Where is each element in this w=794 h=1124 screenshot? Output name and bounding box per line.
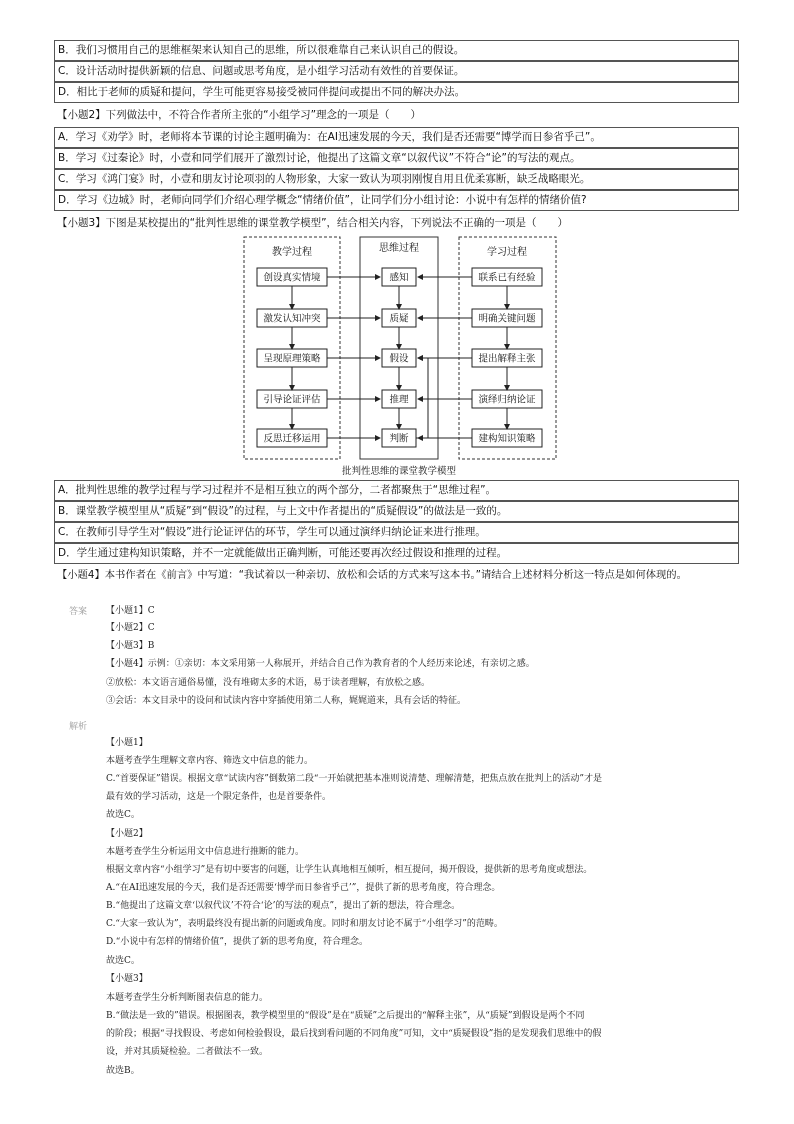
analysis-line: 的阶段；根据“寻找假设、考虑如何检验假设，最后找到看问题的不同角度”可知，文中“质疑假设”指的是发现我们思维中的假	[106, 1029, 602, 1039]
analysis-line: 【小题3】	[106, 974, 148, 984]
question-3-stem: 【小题3】下图是某校提出的“批判性思维的课堂教学模型”，结合相关内容，下列说法不正确的一项是（ ）	[57, 217, 569, 229]
q2-option-c: C．学习《鸿门宴》时，小壹和朋友讨论项羽的人物形象，大家一致认为项羽刚愎自用且优柔寡断，缺乏战略眼光。	[54, 169, 739, 190]
option-box: C．设计活动时提供新颖的信息、问题或思考角度，是小组学习活动有效性的首要保证。	[54, 61, 739, 82]
q2-option-d: D．学习《边城》时，老师向同学们介绍心理学概念“情绪价值”，让同学们分小组讨论：小说中有怎样的情绪价值?	[54, 190, 739, 211]
answer-line: ②放松：本文语言通俗易懂，没有堆砌太多的术语，易于读者理解，有放松之感。	[106, 678, 431, 688]
analysis-line: 本题考查学生分析判断图表信息的能力。	[106, 993, 269, 1003]
analysis-line: 最有效的学习活动，这是一个限定条件，也是首要条件。	[106, 792, 332, 802]
analysis-label: 解析	[69, 722, 88, 732]
q3-option-d: D．学生通过建构知识策略，并不一定就能做出正确判断，可能还要再次经过假设和推理的过程。	[54, 543, 739, 564]
analysis-line: 本题考查学生理解文章内容、筛选文中信息的能力。	[106, 756, 314, 766]
answer-line: 【小题3】B	[106, 641, 155, 651]
learning-step-label: 联系已有经验	[478, 272, 536, 284]
analysis-line: B.“他提出了这篇文章‘以叙代议’不符合‘论’的写法的观点”，提出了新的想法，符合理念。	[106, 901, 461, 911]
analysis-line: D.“小说中有怎样的情绪价值”，提供了新的思考角度，符合理念。	[106, 937, 368, 947]
analysis-line: 故选C。	[106, 956, 140, 966]
feedback-loop-arrow	[416, 358, 428, 438]
teaching-column-title: 教学过程	[272, 247, 312, 258]
learning-step-label: 建构知识策略	[478, 433, 536, 445]
analysis-line: 本题考查学生分析运用文中信息进行推断的能力。	[106, 847, 305, 857]
teaching-step-label: 反思迁移运用	[263, 433, 321, 445]
analysis-line: 设，并对其质疑检验。二者做法不一致。	[106, 1047, 269, 1057]
analysis-line: C.“首要保证”错误。根据文章“试读内容”倒数第二段“一开始就把基本准则说清楚、理解清楚，把焦点放在批判上的活动”才是	[106, 774, 603, 784]
option-box: D．相比于老师的质疑和提问，学生可能更容易接受被同伴提问或提出不同的解决办法。	[54, 82, 739, 103]
q3-option-a: A．批判性思维的教学过程与学习过程并不是相互独立的两个部分，二者都聚焦于“思维过程”。	[54, 480, 739, 501]
learning-step-label: 明确关键问题	[478, 313, 536, 325]
q3-option-b: B．课堂教学模型里从“质疑”到“假设”的过程，与上文中作者提出的“质疑假设”的做法是一致的。	[54, 501, 739, 522]
learning-step-label: 提出解释主张	[478, 353, 536, 365]
analysis-line: A.“在AI迅速发展的今天，我们是否还需要‘博学而日参省乎己’”，提供了新的思考角度，符合理念。	[106, 883, 501, 893]
answer-line: 【小题4】示例：①亲切：本文采用第一人称展开，并结合自己作为教育者的个人经历来论述，有亲切之感。	[106, 659, 535, 669]
question-2-stem: 【小题2】下列做法中，不符合作者所主张的“小组学习”理念的一项是（ ）	[57, 109, 422, 121]
diagram-caption: 批判性思维的课堂教学模型	[341, 466, 457, 477]
critical-thinking-model-diagram	[0, 0, 794, 480]
thinking-step-label: 假设	[389, 353, 409, 365]
question-4-stem: 【小题4】本书作者在《前言》中写道：“我试着以一种亲切、放松和会话的方式来写这本书。”请结合上述材料分析这一特点是如何体现的。	[57, 569, 687, 581]
q2-option-b: B．学习《过秦论》时，小壹和同学们展开了激烈讨论，他提出了这篇文章“以叙代议”不符合“论”的写法的观点。	[54, 148, 739, 169]
answer-line: 【小题2】C	[106, 623, 155, 633]
teaching-step-label: 引导论证评估	[263, 394, 321, 406]
answer-line: ③会话：本文目录中的设问和试读内容中穿插使用第二人称，娓娓道来，具有会话的特征。	[106, 696, 467, 706]
learning-column-title: 学习过程	[487, 247, 527, 258]
analysis-line: 【小题2】	[106, 829, 148, 839]
analysis-line: 【小题1】	[106, 738, 148, 748]
teaching-step-label: 创设真实情境	[263, 272, 321, 284]
answer-label: 答案	[69, 607, 88, 617]
learning-step-label: 演绎归纳论证	[478, 394, 536, 406]
thinking-step-label: 感知	[389, 272, 409, 284]
analysis-line: C.“大家一致认为”，表明最终没有提出新的问题或角度。同时和朋友讨论不属于“小组学习”的范畴。	[106, 919, 503, 929]
analysis-line: 根据文章内容“小组学习”是有切中要害的问题，让学生认真地相互倾听，相互提问，揭开假设，提供新的思考角度或想法。	[106, 865, 593, 875]
thinking-step-label: 质疑	[389, 313, 409, 325]
analysis-line: 故选C。	[106, 810, 140, 820]
analysis-line: B.“做法是一致的”错误。根据图表，教学模型里的“假设”是在“质疑”之后提出的“解释主张”，从“质疑”到假设是两个不同	[106, 1011, 585, 1021]
q3-option-c: C．在教师引导学生对“假设”进行论证评估的环节，学生可以通过演绎归纳论证来进行推理。	[54, 522, 739, 543]
thinking-column-title: 思维过程	[379, 243, 419, 254]
thinking-step-label: 判断	[389, 433, 409, 445]
option-box: B．我们习惯用自己的思维框架来认知自己的思维，所以很难靠自己来认识自己的假设。	[54, 40, 739, 61]
teaching-step-label: 呈现原理策略	[263, 353, 321, 365]
analysis-line: 故选B。	[106, 1066, 140, 1076]
q2-option-a: A．学习《劝学》时，老师将本节课的讨论主题明确为：在AI迅速发展的今天，我们是否还需要“博学而日参省乎己”。	[54, 127, 739, 148]
teaching-step-label: 激发认知冲突	[263, 313, 321, 325]
answer-line: 【小题1】C	[106, 606, 155, 616]
thinking-step-label: 推理	[389, 394, 409, 406]
